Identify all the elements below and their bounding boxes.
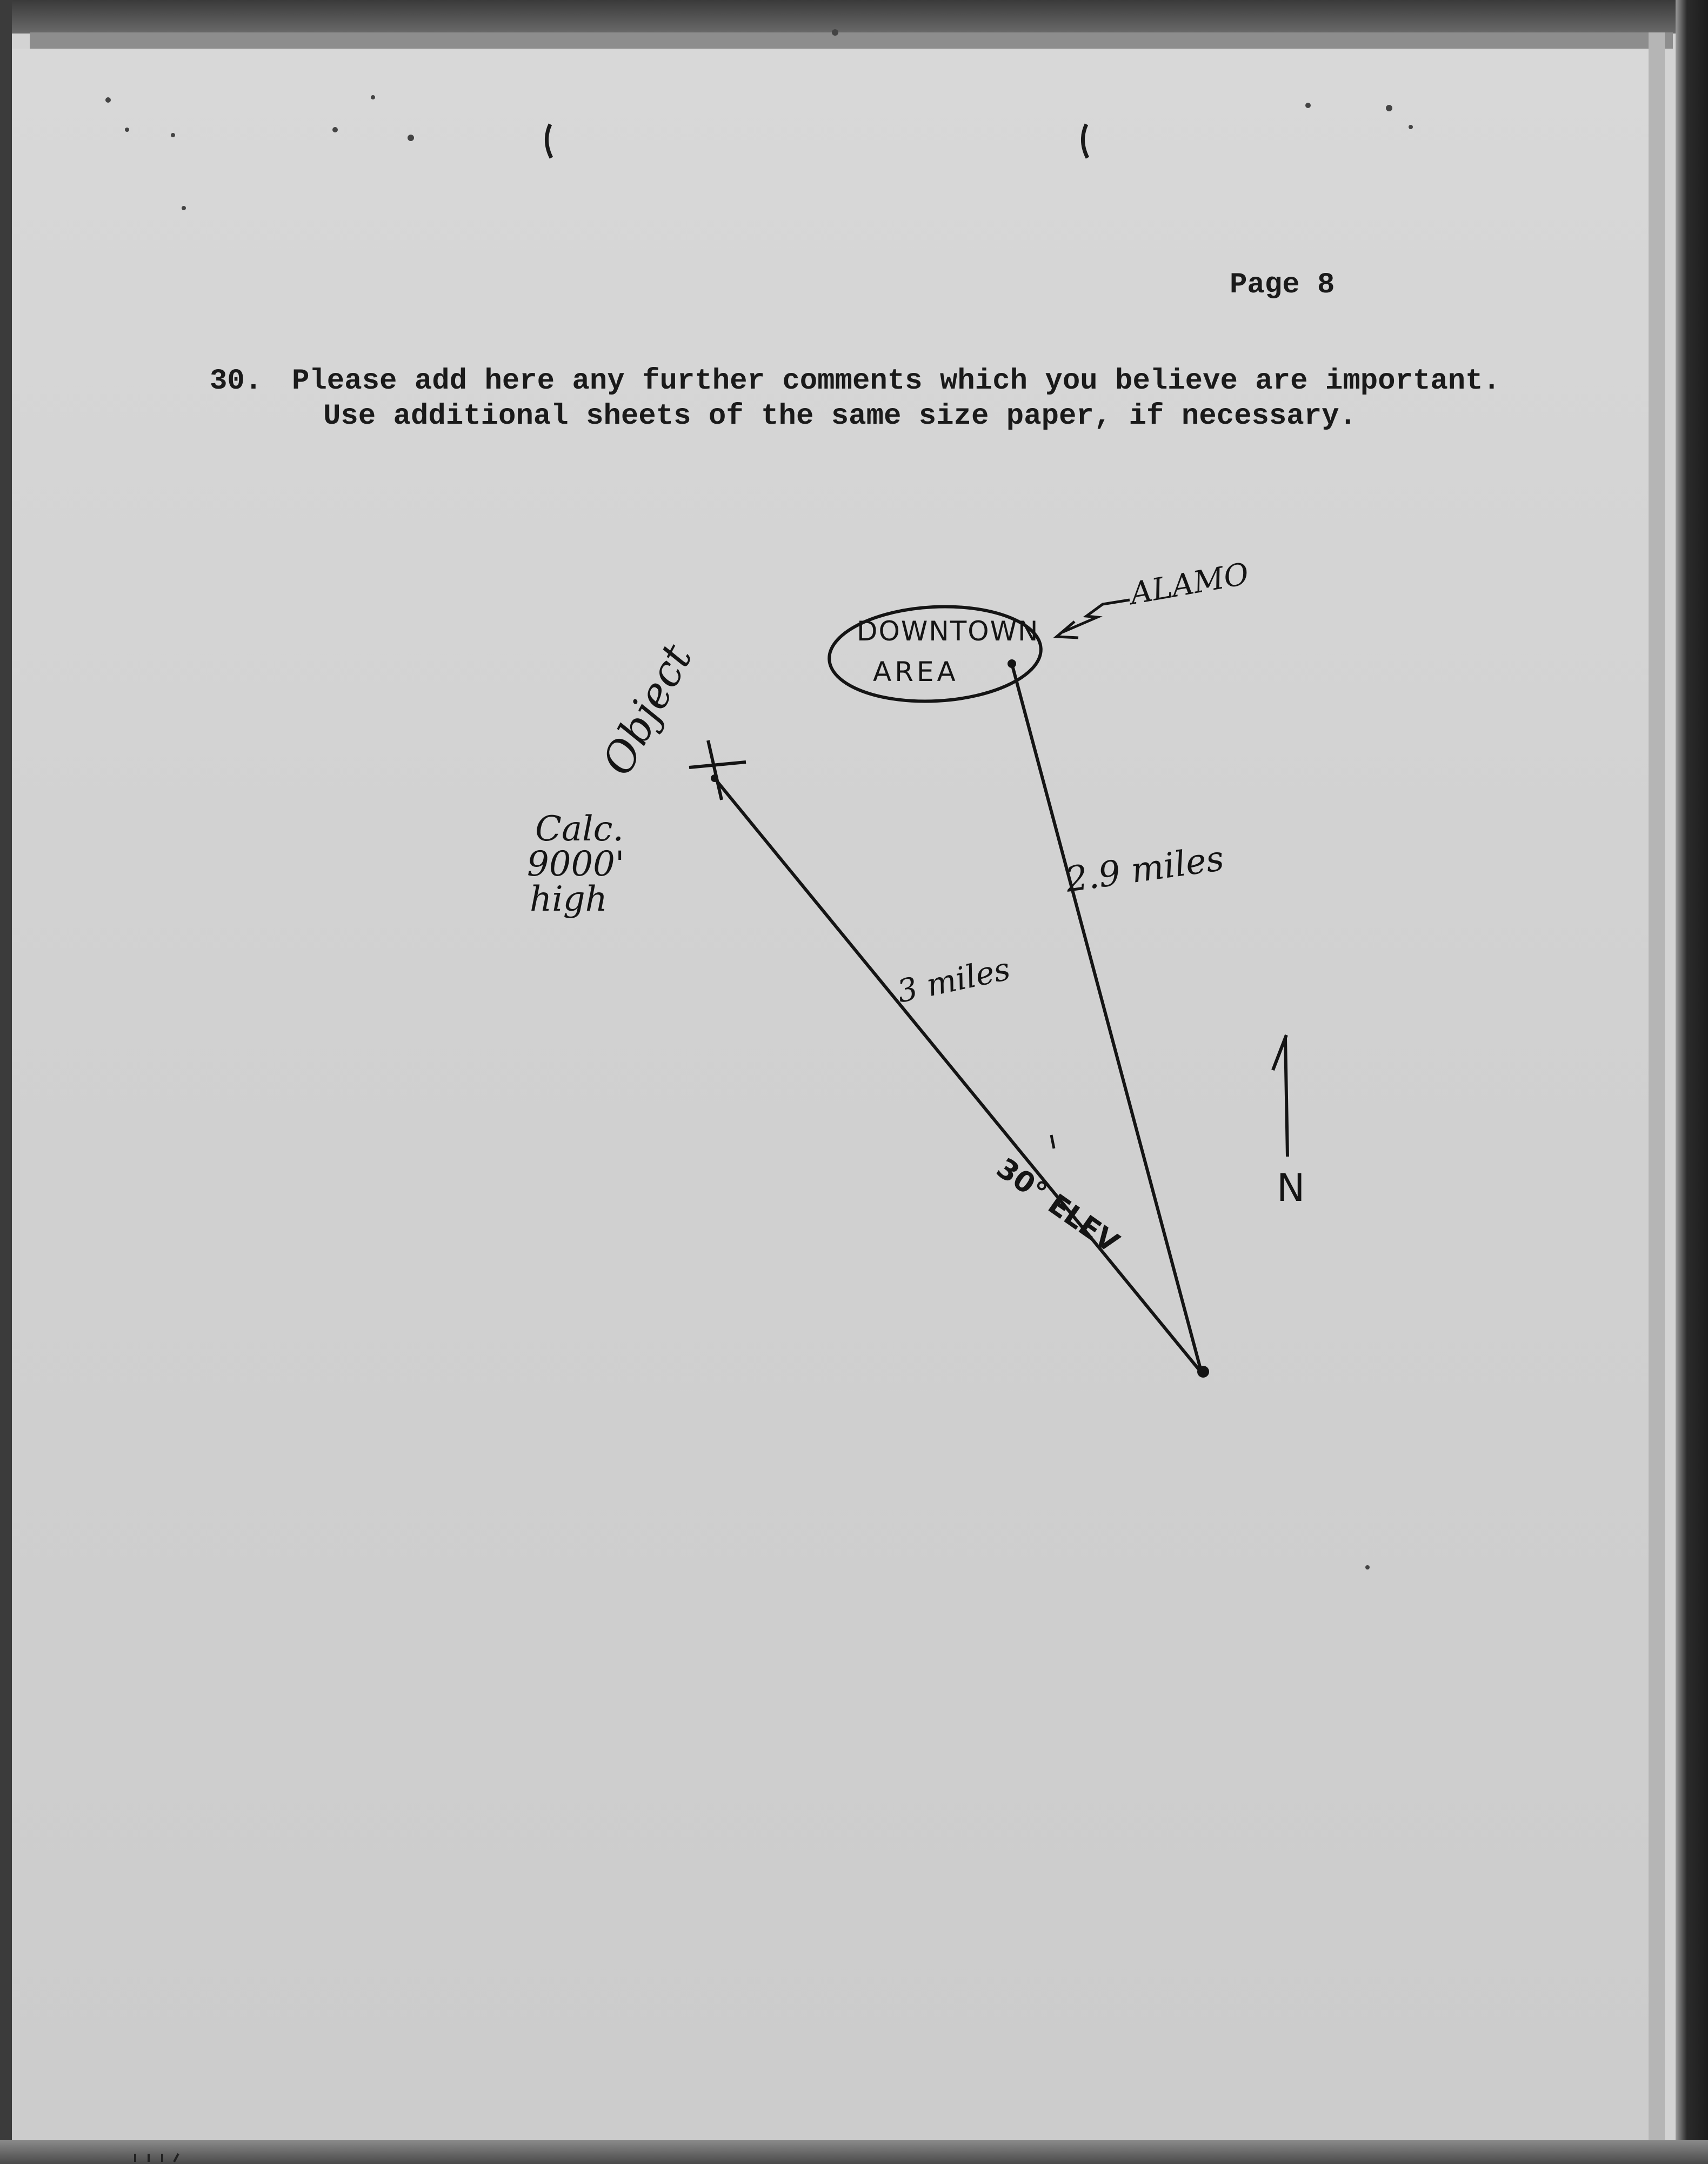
north-arrow-shaft: [1285, 1038, 1287, 1157]
downtown-label-line-2: AREA: [873, 656, 959, 687]
bottom-edge-marks: [135, 2154, 178, 2162]
question-text-line-1: Please add here any further comments which you believe are important.: [292, 365, 1500, 398]
calc-note-line-3: high: [530, 879, 608, 919]
observer-point-marker: [1197, 1366, 1209, 1378]
alamo-pointer-arrow: [1062, 600, 1130, 632]
binder-hole-mark-left: [546, 124, 551, 158]
question-text-line-2: Use additional sheets of the same size paper, if necessary.: [323, 400, 1357, 433]
binder-hole-mark-right: [1083, 124, 1087, 158]
scan-specks: [105, 29, 1413, 1569]
calc-note-line-2: 9000': [527, 844, 625, 884]
downtown-point-marker: [1008, 659, 1016, 668]
alamo-label: ALAMO: [1127, 556, 1252, 612]
distance-downtown-label: 2.9 miles: [1063, 838, 1226, 900]
question-number: 30.: [210, 365, 263, 398]
page-number: Page 8: [1230, 269, 1335, 302]
line-observer-to-downtown: [1012, 664, 1202, 1373]
object-x-marker: [689, 740, 746, 800]
elevation-label: 30° ELEV: [990, 1152, 1125, 1260]
north-label: N: [1277, 1166, 1305, 1210]
object-point-marker: [711, 774, 718, 782]
downtown-label-line-1: DOWNTOWN: [857, 616, 1039, 647]
distance-object-label: 3 miles: [893, 950, 1013, 1010]
object-label: Object: [593, 636, 702, 783]
tick-mark: [1051, 1135, 1054, 1148]
calc-note-line-1: Calc.: [535, 809, 624, 849]
